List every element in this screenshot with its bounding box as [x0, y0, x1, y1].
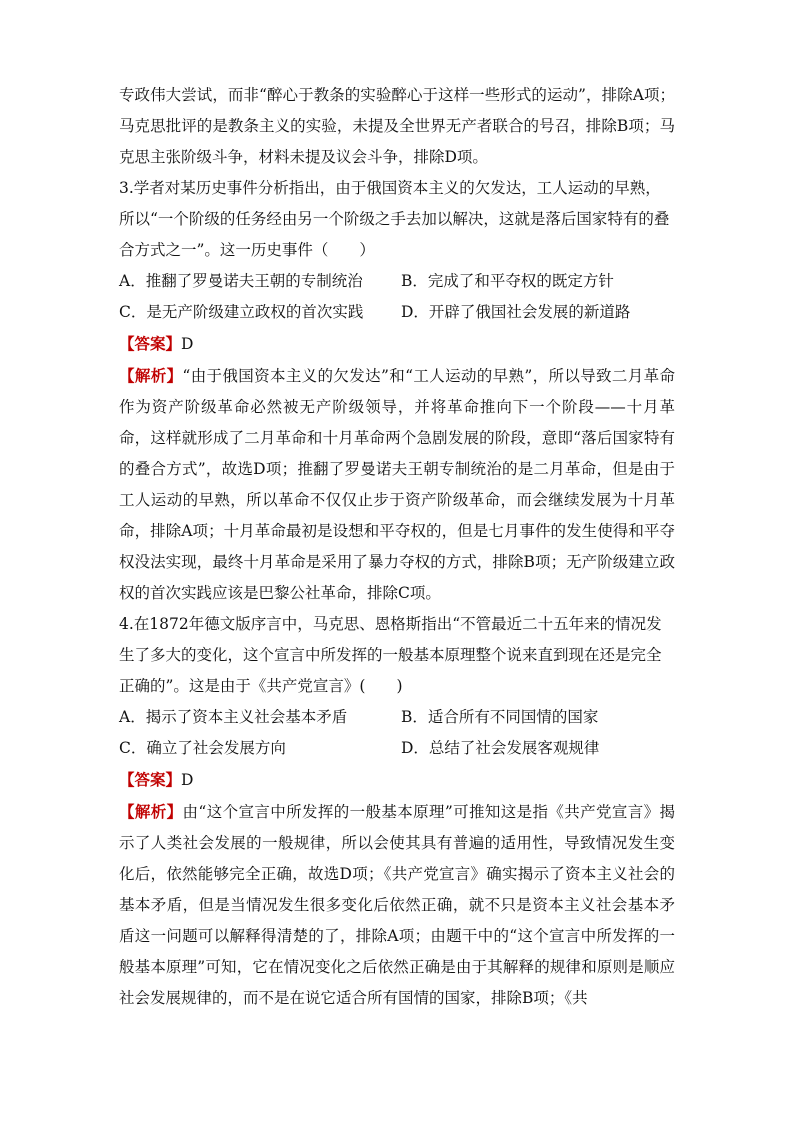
analysis-label: 【解析】	[119, 802, 183, 821]
question-3	[119, 173, 675, 609]
analysis-label: 【解析】	[119, 366, 183, 385]
option-b: B．完成了和平夺权的既定方针	[401, 272, 614, 290]
analysis-text: “由于俄国资本主义的欠发达”和“工人运动的早熟”，所以导致二月革命作为资产阶级革命必然被无产阶级领导，并将革命推向下一个阶段——十月革命，这样就形成了二月革命和十月革命两个急剧发展的阶段，意即“落后国家特有的叠合方式”，故选D项；推翻了罗曼诺夫王朝专制统治的是二月革命，但是由于工人运动的早熟，所以革命不仅仅止步于资产阶级革命，而会继续发展为十月革命，排除A项；十月革命最初是设想和平夺权的，但是七月事件的发生使得和平夺权没法实现，最终十月革命是采用了暴力夺权的方式，排除B项；无产阶级建立政权的首次实践应该是巴黎公社革命，排除C项。	[119, 367, 675, 602]
analysis-paragraph	[119, 796, 675, 1014]
option-a: A．推翻了罗曼诺夫王朝的专制统治	[119, 272, 363, 290]
answer-value: D	[181, 335, 194, 353]
answer-line	[119, 328, 675, 360]
question-4	[119, 609, 675, 1014]
intro-paragraph: 专政伟大尝试，而非“醉心于教条的实验醉心于这样一些形式的运动”，排除A项；马克思批评的是教条主义的实验，未提及全世界无产者联合的号召，排除B项；马克思主张阶级斗争，材料未提及议会斗争，排除D项。	[119, 86, 675, 166]
question-stem: 3.学者对某历史事件分析指出，由于俄国资本主义的欠发达，工人运动的早熟，所以“一个阶级的任务经由另一个阶级之手去加以解决，这就是落后国家特有的叠合方式之一”。这一历史事件（ ）	[119, 179, 670, 259]
option-c: C．是无产阶级建立政权的首次实践	[119, 303, 364, 321]
options-list	[119, 702, 675, 764]
options-list	[119, 266, 675, 328]
answer-value: D	[181, 771, 194, 789]
document-content	[119, 80, 675, 1014]
option-c: C．确立了社会发展方向	[119, 739, 286, 757]
question-stem: 4.在1872年德文版序言中，马克思、恩格斯指出“不管最近二十五年来的情况发生了多大的变化，这个宣言中所发挥的一般基本原理整个说来直到现在还是完全正确的”。这是由于《共产党宣言》( )	[119, 615, 662, 695]
option-b: B．适合所有不同国情的国家	[401, 708, 599, 726]
option-d: D．总结了社会发展客观规律	[401, 739, 600, 757]
option-d: D．开辟了俄国社会发展的新道路	[401, 303, 631, 321]
answer-label: 【答案】	[119, 770, 182, 789]
answer-line	[119, 764, 675, 796]
analysis-paragraph	[119, 360, 675, 609]
analysis-text: 由“这个宣言中所发挥的一般基本原理”可推知这是指《共产党宣言》揭示了人类社会发展的一般规律，所以会使其具有普遍的适用性，导致情况发生变化后，依然能够完全正确，故选D项；《共产党宣言》确实揭示了资本主义社会的基本矛盾，但是当情况发生很多变化后依然正确，就不只是资本主义社会基本矛盾这一问题可以解释得清楚的了，排除A项；由题干中的“这个宣言中所发挥的一般基本原理”可知，它在情况变化之后依然正确是由于其解释的规律和原则是顺应社会发展规律的，而不是在说它适合所有国情的国家，排除B项；《共	[119, 803, 675, 1007]
answer-label: 【答案】	[119, 334, 182, 353]
option-a: A．揭示了资本主义社会基本矛盾	[119, 708, 348, 726]
